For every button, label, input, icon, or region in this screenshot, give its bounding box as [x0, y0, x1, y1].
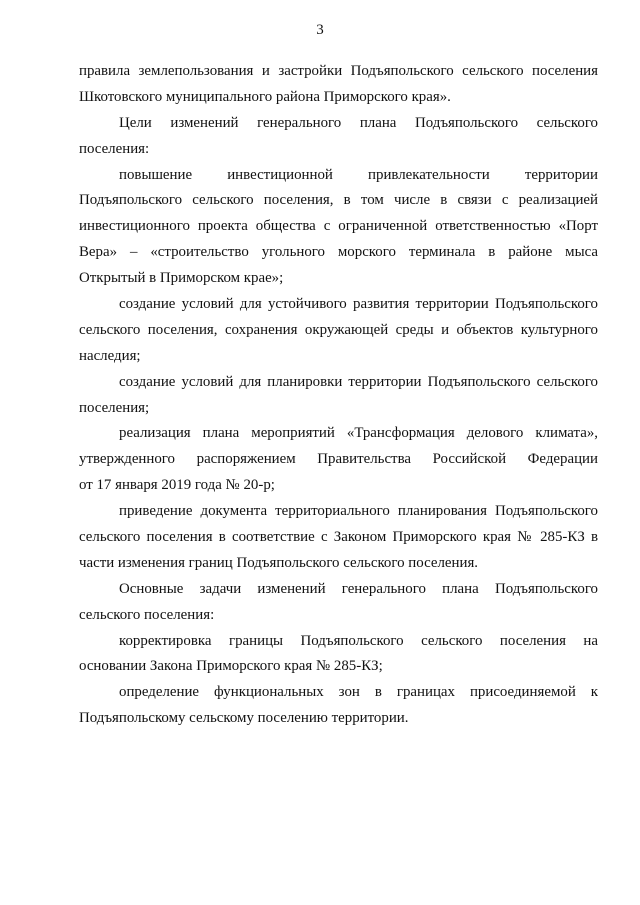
text-line: от 17 января 2019 года № 20-р;	[79, 477, 275, 494]
text-line: Цели изменений генерального плана Подъяпольского сельского	[119, 114, 598, 131]
text-line: наследия;	[79, 347, 141, 364]
text-line: корректировка границы Подъяпольского сельского поселения на	[119, 632, 598, 649]
text-line: части изменения границ Подъяпольского сельского поселения.	[79, 554, 479, 571]
text-line: Подъяпольского сельского поселения, в том числе в связи с реализацией	[79, 192, 598, 209]
text-line: поселения:	[79, 140, 150, 157]
text-line: основании Закона Приморского края № 285-КЗ;	[79, 658, 383, 675]
text-line: сельского поселения в соответствие с Законом Приморского края № 285-КЗ в	[79, 529, 598, 546]
page-number: 3	[316, 22, 324, 38]
text-line: определение функциональных зон в границах присоединяемой к	[119, 684, 598, 701]
text-line: сельского поселения, сохранения окружающей среды и объектов культурного	[79, 321, 598, 338]
text-line: реализация плана мероприятий «Трансформация делового климата»,	[119, 425, 598, 442]
text-line: поселения;	[79, 399, 150, 416]
text-line: Вера» – «строительство угольного морского терминала в районе мыса	[79, 244, 598, 261]
text-line: утвержденного распоряжением Правительства Российской Федерации	[79, 451, 598, 468]
text-line: создание условий для устойчивого развития территории Подъяпольского	[119, 296, 598, 313]
text-line: Шкотовского муниципального района Приморского края».	[79, 88, 451, 105]
text-line: Подъяпольскому сельскому поселению территории.	[79, 710, 409, 727]
text-line: сельского поселения:	[79, 606, 215, 623]
text-line: приведение документа территориального планирования Подъяпольского	[119, 503, 598, 520]
text-line: Основные задачи изменений генерального плана Подъяпольского	[119, 580, 598, 597]
text-line: инвестиционного проекта общества с ограниченной ответственностью «Порт	[79, 218, 598, 235]
text-line: Открытый в Приморском крае»;	[79, 270, 284, 287]
text-line: создание условий для планировки территории Подъяпольского сельского	[119, 373, 598, 390]
text-line: правила землепользования и застройки Подъяпольского сельского поселения	[79, 63, 598, 79]
text-line: повышение инвестиционной привлекательности территории	[119, 166, 598, 183]
document-body	[79, 59, 598, 732]
